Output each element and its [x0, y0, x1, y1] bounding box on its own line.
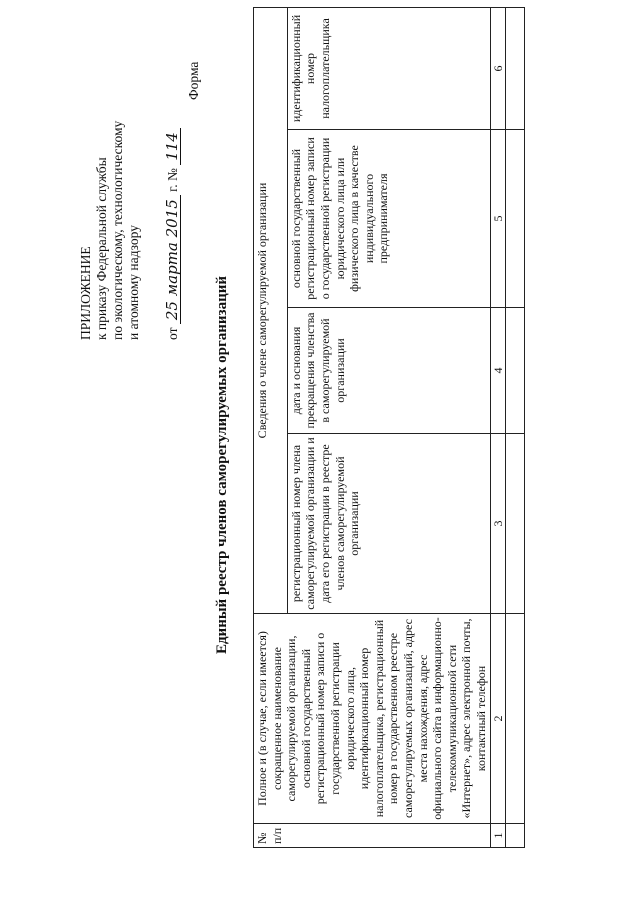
order-prefix: от — [165, 327, 180, 340]
header-ogrn: основной государственный регистрационный номер записи о государственной регистрации юридического лица или физического лица в качестве индивидуального предпринимателя — [287, 130, 490, 308]
appendix-line-1: к приказу Федеральной службы — [94, 157, 109, 340]
appendix-title: ПРИЛОЖЕНИЕ — [78, 246, 93, 340]
table-cell — [505, 7, 524, 129]
table-header-row — [254, 7, 288, 847]
order-date-handwritten: 25 марта 2015 — [164, 195, 181, 324]
header-member-info-group: Сведения о члене саморегулируемой организации — [254, 7, 288, 613]
appendix-line-2: по экологическому, технологическому — [110, 120, 125, 340]
order-number-handwritten: 114 — [164, 128, 181, 165]
appendix-block — [78, 10, 181, 340]
column-number-row — [490, 7, 505, 847]
column-number: 5 — [490, 130, 505, 308]
column-number: 4 — [490, 308, 505, 434]
header-inn: идентификационный номер налогоплательщика — [287, 7, 490, 129]
order-year-suffix: г. — [165, 184, 180, 192]
table-cell — [505, 130, 524, 308]
order-number-label: № — [165, 168, 180, 182]
column-number: 3 — [490, 434, 505, 614]
table-row — [505, 7, 524, 847]
column-number: 2 — [490, 614, 505, 824]
column-number: 1 — [490, 824, 505, 848]
appendix-line-3: и атомному надзору — [126, 225, 141, 340]
header-termination: дата и основания прекращения членства в саморегулируемой организации — [287, 308, 490, 434]
order-line — [164, 10, 181, 340]
table-cell — [505, 824, 524, 848]
table-cell — [505, 614, 524, 824]
header-registration-number: регистрационный номер члена саморегулируемой организации и дата его регистрации в реестре членов саморегулируемой организации — [287, 434, 490, 614]
registry-table — [253, 7, 525, 848]
header-organization: Полное и (в случае, если имеется) сокращенное наименование саморегулируемой организации, основной государственный регистрационный номер записи о государственной регистрации юридического лица, идентификационный номер налогоплательщика, регистрационный номер в государственном реестре саморегулируемых организаций, адрес места нахождения, адрес официального сайта в информационно-телекоммуникационной сети «Интернет», адрес электронной почты, контактный телефон — [254, 614, 491, 824]
table-cell — [505, 308, 524, 434]
document-title: Единый реестр членов саморегулируемых организаций — [214, 275, 230, 655]
header-number: № п/п — [254, 824, 491, 848]
table-cell — [505, 434, 524, 614]
form-label: Форма — [186, 61, 201, 100]
column-number: 6 — [490, 7, 505, 129]
